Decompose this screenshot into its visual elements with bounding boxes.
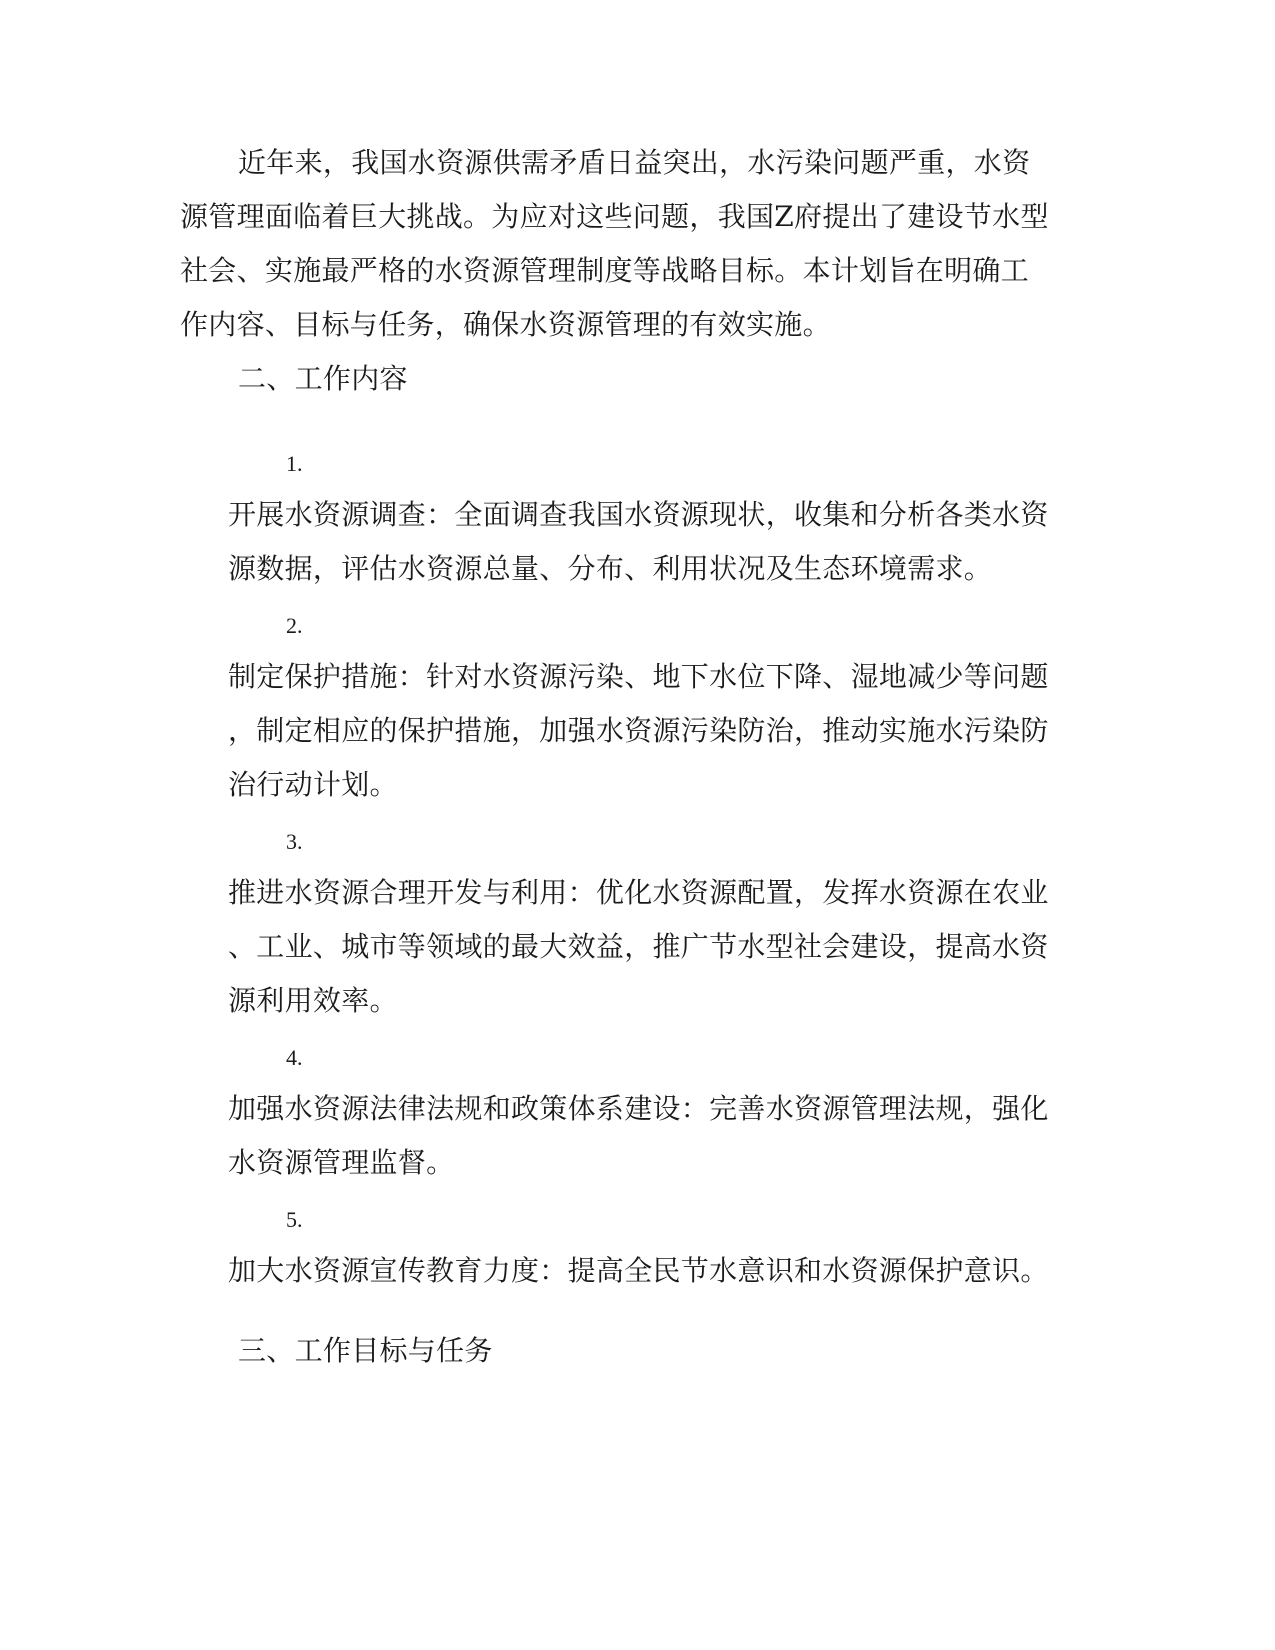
intro-line-4: 作内容、目标与任务，确保水资源管理的有效实施。 [180, 308, 831, 341]
item-2-line-2: ，制定相应的保护措施，加强水资源污染防治，推动实施水污染防 [228, 714, 1049, 747]
item-number: 2. [286, 613, 303, 638]
item-3-line-1: 推进水资源合理开发与利用：优化水资源配置，发挥水资源在农业 [228, 876, 1049, 909]
item-5-line-1: 加大水资源宣传教育力度：提高全民节水意识和水资源保护意识。 [228, 1254, 1049, 1287]
item-number: 4. [286, 1045, 303, 1070]
item-4-line-1: 加强水资源法律法规和政策体系建设：完善水资源管理法规，强化 [228, 1092, 1049, 1125]
item-2-line-3: 治行动计划。 [228, 768, 398, 801]
item-4-line-2: 水资源管理监督。 [228, 1146, 455, 1179]
intro-line-1: 近年来，我国水资源供需矛盾日益突出，水污染问题严重，水资 [238, 146, 1031, 179]
item-number: 3. [286, 829, 303, 854]
intro-line-2: 源管理面临着巨大挑战。为应对这些问题，我国Z府提出了建设节水型 [180, 200, 1049, 233]
intro-line-3: 社会、实施最严格的水资源管理制度等战略目标。本计划旨在明确工 [180, 254, 1030, 287]
item-3-line-2: 、工业、城市等领域的最大效益，推广节水型社会建设，提高水资 [228, 930, 1049, 963]
section-heading-goals-tasks: 三、工作目标与任务 [238, 1334, 493, 1367]
item-3-line-3: 源利用效率。 [228, 984, 398, 1017]
item-number: 1. [286, 451, 303, 476]
item-number: 5. [286, 1207, 303, 1232]
item-2-line-1: 制定保护措施：针对水资源污染、地下水位下降、湿地减少等问题 [228, 660, 1049, 693]
item-1-line-2: 源数据，评估水资源总量、分布、利用状况及生态环境需求。 [228, 552, 993, 585]
item-1-line-1: 开展水资源调查：全面调查我国水资源现状，收集和分析各类水资 [228, 498, 1049, 531]
section-heading-work-content: 二、工作内容 [238, 362, 408, 395]
